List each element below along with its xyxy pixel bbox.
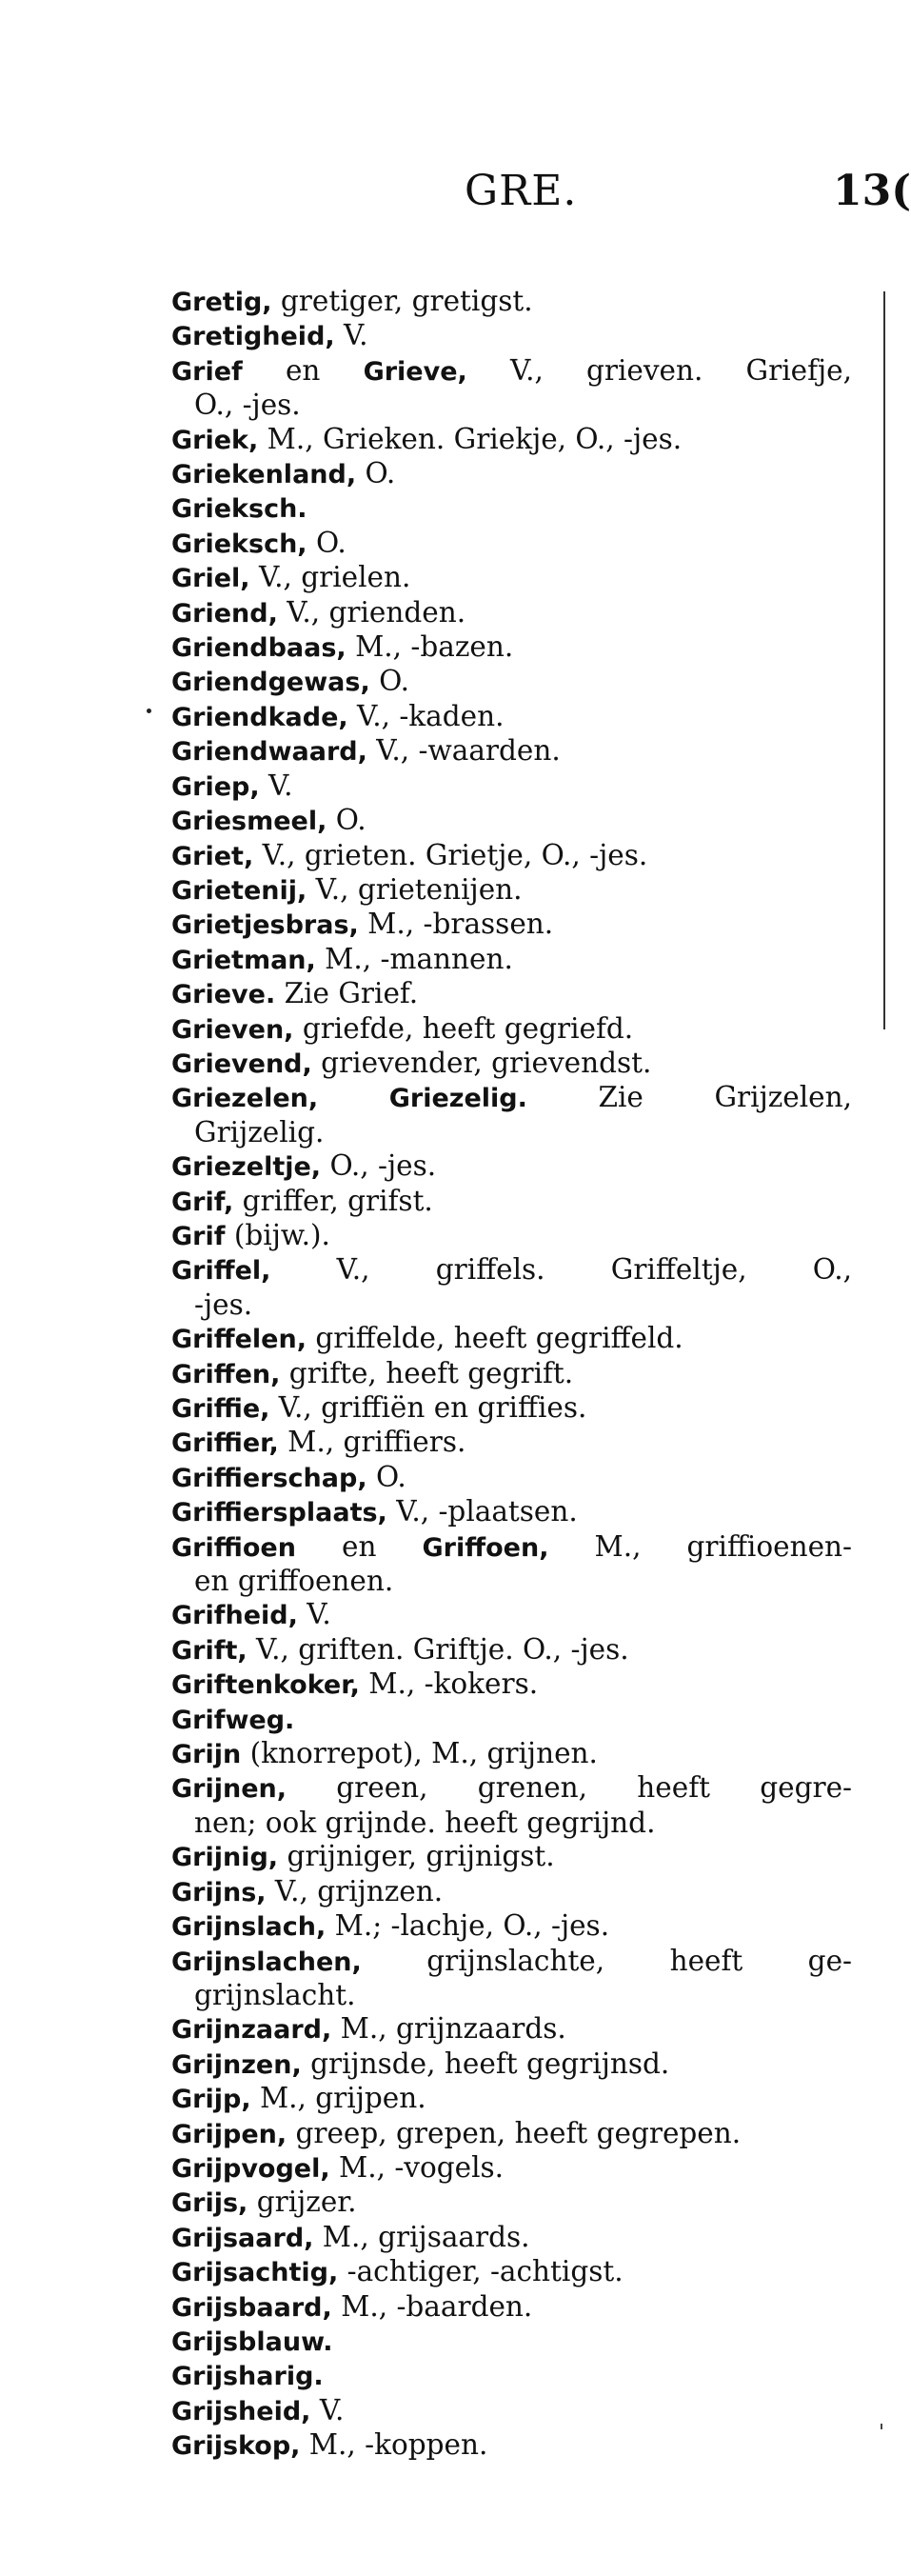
headword: Griek,: [171, 425, 259, 455]
headword: Grijnen,: [171, 1774, 287, 1805]
entry-text: grifte, heeft gegrift.: [280, 1356, 574, 1389]
margin-tick-mark: [881, 2424, 882, 2429]
headword: Grijs,: [171, 2188, 248, 2219]
dictionary-entry: [171, 1185, 852, 1219]
entry-text: -achtiger, -achtigst.: [338, 2255, 624, 2288]
entry-text: grijnslachte, heeft ge-: [361, 1944, 852, 1977]
entry-line: [171, 977, 852, 1011]
entry-continuation-line: [171, 1116, 852, 1149]
entry-line: [171, 2290, 852, 2325]
dictionary-entry: [171, 1461, 852, 1495]
dictionary-entry: [171, 1703, 852, 1737]
entry-continuation-line: [171, 1979, 852, 2012]
entry-line: [171, 2221, 852, 2255]
entry-text: grijniger, grijnigst.: [278, 1840, 555, 1873]
entry-text: V., -kaden.: [347, 699, 505, 732]
headword: Griel,: [171, 564, 250, 594]
dictionary-entry: [171, 2117, 852, 2151]
entry-line: [171, 527, 852, 561]
headword: Grif,: [171, 1187, 234, 1217]
dictionary-entry: [171, 1667, 852, 1702]
dictionary-entry: [171, 1391, 852, 1426]
headword: Griesmeel,: [171, 807, 327, 837]
dictionary-entry: [171, 1357, 852, 1391]
page-header: [0, 167, 911, 233]
dictionary-entry: [171, 561, 852, 595]
headword: Grijp,: [171, 2085, 251, 2115]
dictionary-entry: [171, 873, 852, 908]
entry-text: en: [242, 353, 364, 387]
entry-line: [171, 1253, 852, 1288]
entry-text: V.: [259, 769, 293, 802]
entry-text: gretiger, gretigst.: [271, 285, 533, 317]
dictionary-entry: [171, 2325, 852, 2359]
entry-text: V., grietenijen.: [307, 872, 523, 906]
dictionary-entry: [171, 2359, 852, 2393]
entry-continuation-line: [171, 1288, 852, 1322]
headword: Griep,: [171, 771, 260, 802]
headword: Griendkade,: [171, 702, 348, 732]
dictionary-entry: [171, 1909, 852, 1944]
headword: Griendbaas,: [171, 633, 347, 664]
entry-line: [171, 1149, 852, 1184]
headword: Gretigheid,: [171, 322, 335, 352]
dictionary-entry: [171, 285, 852, 319]
headword: Griffioen: [171, 1532, 296, 1563]
headword: Grijn: [171, 1740, 242, 1770]
entry-text: V., grienden.: [277, 595, 466, 629]
entry-line: [171, 1530, 852, 1565]
entry-text: M., grijsaards.: [313, 2220, 530, 2253]
entry-text: M.; -lachje, O., -jes.: [326, 1909, 610, 1943]
entry-text: M., grijnzaards.: [331, 2012, 566, 2046]
entry-line: [171, 285, 852, 319]
entry-text: V.: [297, 1598, 331, 1631]
margin-dot-mark: [147, 709, 151, 713]
headword: Griezeltje,: [171, 1152, 322, 1183]
headword: Grijnslachen,: [171, 1947, 362, 1977]
entry-text: griffer, grifst.: [233, 1184, 433, 1217]
entry-line: [171, 1047, 852, 1081]
entry-line: [171, 769, 852, 804]
entry-line: [171, 1322, 852, 1356]
dictionary-entry: [171, 1633, 852, 1667]
entry-line: [171, 1185, 852, 1219]
headword: Griffier,: [171, 1428, 279, 1459]
dictionary-entry: [171, 423, 852, 457]
headword: Gretig,: [171, 288, 272, 317]
entry-line: [171, 2082, 852, 2116]
headword: Griffen,: [171, 1359, 281, 1389]
headword: Grieksch.: [171, 494, 307, 525]
dictionary-entry: [171, 2255, 852, 2289]
headword: Griezelen, Griezelig.: [171, 1084, 527, 1114]
entry-text: griefde, heeft gegriefd.: [293, 1011, 634, 1045]
dictionary-entry: [171, 491, 852, 526]
headword: Grijns,: [171, 1877, 267, 1907]
headword: Grijpvogel,: [171, 2153, 330, 2184]
entry-text: Zie Grijzelen,: [526, 1081, 852, 1114]
entry-text: M., Grieken. Griekje, O., -jes.: [258, 422, 683, 455]
entry-text: M., griffioenen-: [548, 1529, 852, 1563]
entry-text: O.: [356, 457, 396, 490]
dictionary-entry: [171, 908, 852, 942]
entry-line: [171, 2325, 852, 2359]
entry-line: [171, 734, 852, 769]
dictionary-entry: [171, 1149, 852, 1184]
entry-line: [171, 423, 852, 457]
dictionary-entry: [171, 943, 852, 977]
entry-line: [171, 630, 852, 665]
entry-line: [171, 596, 852, 630]
entry-text: M., -koppen.: [300, 2428, 488, 2462]
headword: Griftenkoker,: [171, 1670, 360, 1701]
entry-line: [171, 1219, 852, 1253]
running-head: GRE.: [465, 167, 578, 215]
dictionary-entry: [171, 700, 852, 734]
dictionary-entry: [171, 2290, 852, 2325]
headword: Grift,: [171, 1635, 248, 1666]
entry-line: [171, 804, 852, 838]
headword: Grieve,: [363, 356, 467, 387]
entry-line: [171, 1703, 852, 1737]
headword: Grijsbaard,: [171, 2292, 332, 2323]
dictionary-entry: [171, 2047, 852, 2082]
headword: Grijsharig.: [171, 2362, 324, 2392]
entry-text: grijnslacht.: [194, 1978, 356, 2011]
entry-text: griffelde, heeft gegriffeld.: [306, 1322, 683, 1355]
headword: Grif: [171, 1221, 226, 1251]
entry-text: V., griften. Griftje. O., -jes.: [247, 1632, 629, 1666]
entry-line: [171, 1737, 852, 1771]
entry-line: [171, 873, 852, 908]
dictionary-entry: [171, 804, 852, 838]
headword: Griendgewas,: [171, 668, 370, 698]
entry-text: O., -jes.: [321, 1149, 437, 1183]
entry-text: greep, grepen, heeft gegrepen.: [287, 2116, 742, 2149]
entry-line: [171, 1909, 852, 1944]
entry-text: V.: [334, 319, 368, 352]
dictionary-entry: [171, 839, 852, 873]
headword: Griffie,: [171, 1394, 270, 1424]
headword: Grijsheid,: [171, 2396, 311, 2426]
entry-text: V., grijnzen.: [266, 1874, 444, 1907]
headword: Grietman,: [171, 945, 316, 975]
entry-line: [171, 2359, 852, 2393]
entry-text: M., -baarden.: [331, 2289, 533, 2323]
entry-line: [171, 457, 852, 491]
entry-text: V., grieven. Griefje,: [466, 353, 853, 387]
headword: Grieven,: [171, 1014, 294, 1045]
headword: Griffelen,: [171, 1325, 307, 1355]
entry-text: M., grijpen.: [250, 2082, 426, 2115]
entry-line: [171, 1357, 852, 1391]
entry-text: O.: [369, 665, 409, 698]
dictionary-entry: [171, 665, 852, 699]
dictionary-entry: [171, 1598, 852, 1632]
entry-line: [171, 1945, 852, 1979]
entry-text: en: [295, 1529, 423, 1563]
dictionary-entry: [171, 1495, 852, 1529]
entry-text: V., grieten. Grietje, O., -jes.: [253, 838, 648, 871]
dictionary-entry: [171, 1875, 852, 1909]
headword: Grijsaard,: [171, 2223, 314, 2253]
headword: Grietjesbras,: [171, 910, 359, 941]
headword: Griffel,: [171, 1256, 271, 1287]
entry-text: O.: [327, 804, 366, 837]
headword: Grifheid,: [171, 1601, 298, 1631]
entry-text: M., -mannen.: [315, 942, 513, 975]
entry-line: [171, 1461, 852, 1495]
entry-line: [171, 561, 852, 595]
entry-text: O., -jes.: [194, 389, 301, 422]
entry-text: V., -plaatsen.: [386, 1495, 578, 1528]
entry-line: [171, 908, 852, 942]
dictionary-entry: [171, 457, 852, 491]
entry-text: grijnsde, heeft gegrijnsd.: [301, 2047, 670, 2080]
dictionary-entry: [171, 1012, 852, 1047]
entry-line: [171, 2186, 852, 2220]
entry-line: [171, 1081, 852, 1115]
dictionary-entry: [171, 1322, 852, 1356]
dictionary-entry: [171, 527, 852, 561]
entry-text: (knorrepot), M., grijnen.: [241, 1737, 598, 1770]
entry-line: [171, 1391, 852, 1426]
entry-line: [171, 943, 852, 977]
headword: Griffiersplaats,: [171, 1498, 387, 1528]
entry-text: V., -waarden.: [366, 734, 561, 768]
headword: Griendwaard,: [171, 737, 367, 768]
entry-line: [171, 2117, 852, 2151]
headword: Grijnslach,: [171, 1912, 327, 1943]
headword: Grieve.: [171, 980, 276, 1010]
headword: Grijskop,: [171, 2431, 301, 2462]
dictionary-entry: [171, 2082, 852, 2116]
entry-line: [171, 839, 852, 873]
entry-continuation-line: [171, 389, 852, 422]
dictionary-entry: [171, 1081, 852, 1149]
dictionary-entry: [171, 596, 852, 630]
dictionary-entry: [171, 354, 852, 423]
headword: Grijnig,: [171, 1843, 279, 1873]
entry-line: [171, 1840, 852, 1874]
dictionary-entry: [171, 2428, 852, 2463]
headword: Grifweg.: [171, 1705, 295, 1735]
entry-line: [171, 354, 852, 389]
headword: Grijnzaard,: [171, 2015, 332, 2046]
dictionary-entry: [171, 1530, 852, 1599]
entry-line: [171, 319, 852, 353]
dictionary-entry: [171, 2012, 852, 2047]
dictionary-entry: [171, 734, 852, 769]
entry-line: [171, 700, 852, 734]
headword: Grijsblauw.: [171, 2326, 333, 2357]
entry-text: V.: [310, 2393, 345, 2426]
headword: Grievend,: [171, 1048, 312, 1079]
entry-line: [171, 491, 852, 526]
dictionary-entry: [171, 319, 852, 353]
entry-line: [171, 2047, 852, 2082]
headword: Grijnzen,: [171, 2049, 302, 2080]
entry-continuation-line: [171, 1565, 852, 1598]
entry-line: [171, 1875, 852, 1909]
headword: Griet,: [171, 841, 254, 871]
dictionary-entry: [171, 1945, 852, 2013]
entry-line: [171, 1012, 852, 1047]
entry-text: grijzer.: [248, 2186, 357, 2219]
entry-text: nen; ook grijnde. heeft gegrijnd.: [194, 1806, 656, 1839]
entry-text: M., -kokers.: [359, 1667, 539, 1701]
entry-text: Zie Grief.: [275, 977, 419, 1010]
entry-line: [171, 2394, 852, 2428]
entry-line: [171, 1667, 852, 1702]
headword: Griekenland,: [171, 460, 357, 490]
headword: Grietenij,: [171, 875, 307, 906]
dictionary-entry: [171, 2151, 852, 2186]
headword: Grijpen,: [171, 2119, 287, 2149]
entry-text: V., griffels. Griffeltje, O.,: [270, 1253, 852, 1287]
entry-line: [171, 1426, 852, 1460]
dictionary-entry: [171, 1426, 852, 1460]
entry-text: (bijw.).: [225, 1218, 330, 1251]
headword: Griend,: [171, 598, 278, 629]
dictionary-entry: [171, 1219, 852, 1253]
entry-text: V., griffiën en griffies.: [269, 1391, 587, 1424]
dictionary-entry: [171, 2394, 852, 2428]
dictionary-entry: [171, 630, 852, 665]
entry-text: en griffoenen.: [194, 1565, 394, 1598]
dictionary-entry: [171, 1840, 852, 1874]
entry-line: [171, 1771, 852, 1806]
entry-line: [171, 1598, 852, 1632]
entry-continuation-line: [171, 1807, 852, 1840]
entry-line: [171, 2428, 852, 2463]
entry-line: [171, 2151, 852, 2186]
headword: Grijsachtig,: [171, 2258, 339, 2288]
entry-line: [171, 2255, 852, 2289]
page-number: 13(: [833, 167, 911, 215]
dictionary-entry: [171, 1047, 852, 1081]
entry-text: green, grenen, heeft gegre-: [287, 1771, 852, 1805]
entry-text: M., -brassen.: [358, 908, 554, 941]
margin-rule: [883, 291, 885, 1029]
dictionary-entry: [171, 1253, 852, 1322]
entry-line: [171, 2012, 852, 2047]
headword: Grieksch,: [171, 529, 307, 559]
headword: Grief: [171, 356, 243, 387]
entry-text: V., grielen.: [249, 561, 411, 594]
dictionary-entry: [171, 1737, 852, 1771]
entry-line: [171, 1495, 852, 1529]
headword: Griffierschap,: [171, 1463, 367, 1493]
headword: Griffoen,: [422, 1532, 549, 1563]
entry-text: M., -bazen.: [346, 630, 514, 664]
entry-line: [171, 1633, 852, 1667]
entry-text: O.: [307, 526, 347, 559]
entry-text: grievender, grievendst.: [311, 1046, 652, 1079]
entry-text: Grijzelig.: [194, 1115, 325, 1148]
entry-text: M., -vogels.: [329, 2150, 505, 2184]
entry-text: M., griffiers.: [278, 1426, 466, 1459]
dictionary-entry: [171, 2186, 852, 2220]
entry-text: -jes.: [194, 1288, 253, 1321]
dictionary-entries: [171, 285, 852, 2464]
dictionary-entry: [171, 769, 852, 804]
entry-text: O.: [366, 1460, 406, 1493]
dictionary-entry: [171, 977, 852, 1011]
dictionary-entry: [171, 2221, 852, 2255]
dictionary-entry: [171, 1771, 852, 1840]
entry-line: [171, 665, 852, 699]
